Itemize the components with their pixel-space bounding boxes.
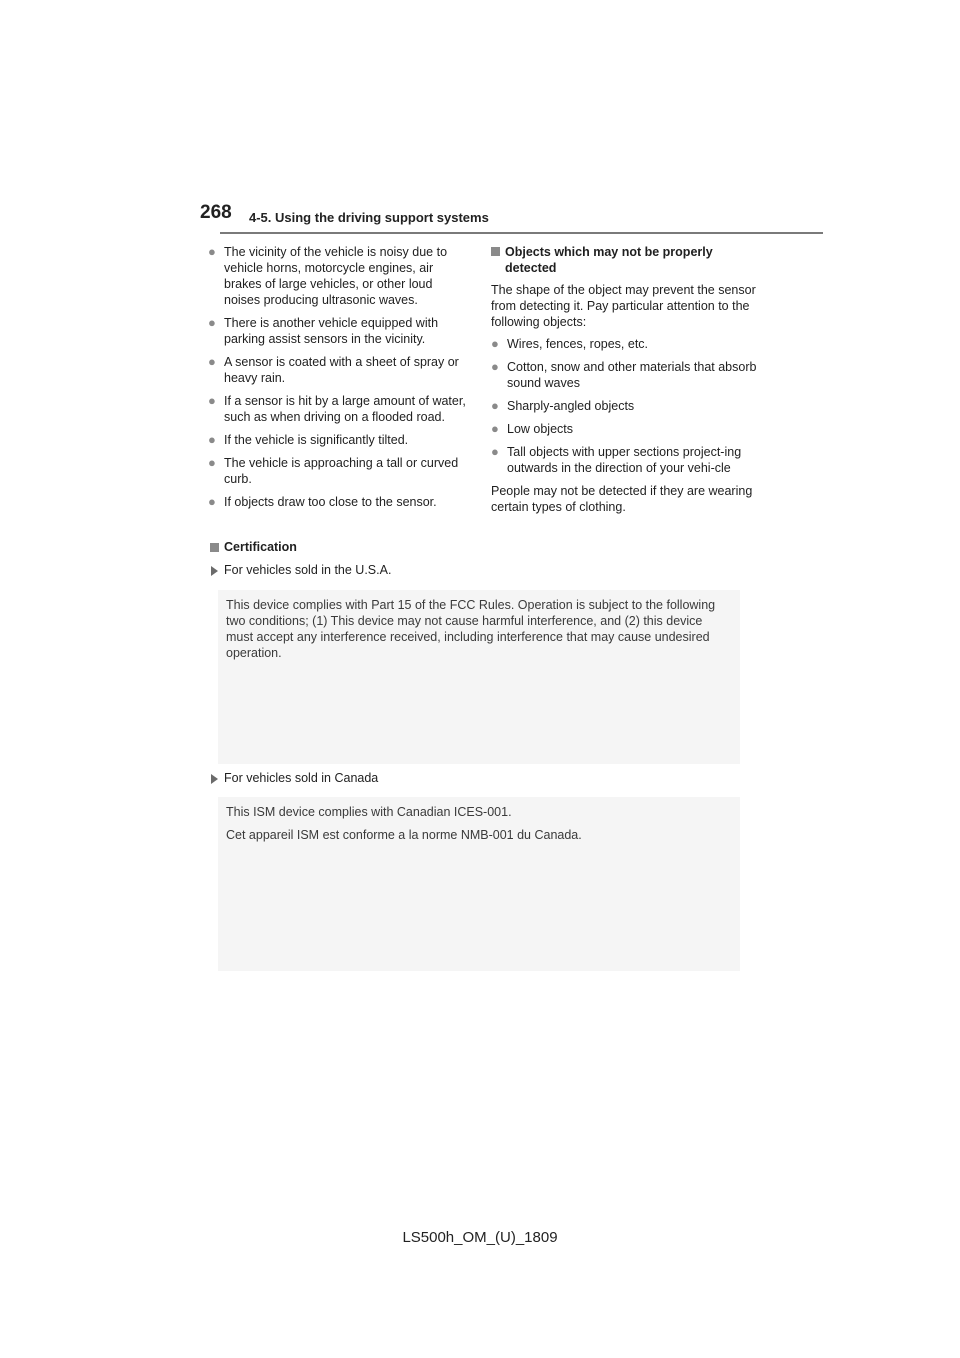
usa-label: For vehicles sold in the U.S.A. [211, 563, 391, 577]
bullet-icon: ● [491, 421, 499, 436]
list-item: ● The vehicle is approaching a tall or curved curb. [208, 455, 459, 486]
bullet-icon: ● [491, 398, 499, 413]
bullet-icon: ● [208, 393, 216, 408]
arrow-right-icon [211, 774, 218, 784]
certification-heading: Certification [210, 540, 297, 554]
ices-notice [218, 797, 740, 971]
section-title: 4-5. Using the driving support systems [249, 210, 489, 225]
right-column [491, 244, 761, 521]
objects-heading: Objects which may not be properly detected [491, 244, 761, 276]
list-item: ● If objects draw too close to the sensor. [208, 494, 437, 509]
square-bullet-icon [491, 247, 500, 256]
page-header [0, 0, 960, 240]
left-column [208, 244, 470, 517]
list-item: ● A sensor is coated with a sheet of spray or heavy rain. [208, 354, 459, 385]
list-item: ● Tall objects with upper sections project-ing outwards in the direction of your vehi-cle [491, 444, 742, 475]
page-number: 268 [200, 202, 232, 223]
list-item: ● If the vehicle is significantly tilted. [208, 432, 409, 447]
ices-english: This ISM device complies with Canadian ICES-001. [226, 805, 512, 819]
ices-french: Cet appareil ISM est conforme a la norme NMB-001 du Canada. [226, 828, 582, 842]
objects-intro: The shape of the object may prevent the sensor from detecting it. Pay particular attention to the following objects: [491, 283, 756, 329]
list-item: ● Cotton, snow and other materials that absorb sound waves [491, 359, 757, 390]
bullet-icon: ● [208, 455, 216, 470]
arrow-right-icon [211, 566, 218, 576]
list-item: ● There is another vehicle equipped with parking assist sensors in the vicinity. [208, 315, 439, 346]
bullet-icon: ● [208, 315, 216, 330]
clothing-note: People may not be detected if they are wearing certain types of clothing. [491, 484, 753, 514]
fcc-notice: This device complies with Part 15 of the FCC Rules. Operation is subject to the following two conditions; (1) This device may not cause harmful interference, and (2) this device must accept any interference received, including interference that may cause undesired operation. [218, 590, 740, 764]
list-item: ● Sharply-angled objects [491, 398, 635, 413]
canada-label: For vehicles sold in Canada [211, 771, 378, 785]
list-item: ● If a sensor is hit by a large amount of water, such as when driving on a flooded road. [208, 393, 466, 424]
square-bullet-icon [210, 543, 219, 552]
bullet-icon: ● [491, 336, 499, 351]
bullet-icon: ● [491, 444, 499, 459]
bullet-icon: ● [208, 244, 216, 259]
list-item: ● Wires, fences, ropes, etc. [491, 336, 649, 351]
bullet-icon: ● [208, 494, 216, 509]
bullet-icon: ● [491, 359, 499, 374]
header-divider [220, 232, 823, 234]
list-item: ● Low objects [491, 421, 574, 436]
document-code: LS500h_OM_(U)_1809 [402, 1229, 558, 1246]
bullet-icon: ● [208, 354, 216, 369]
list-item: ● The vicinity of the vehicle is noisy due to vehicle horns, motorcycle engines, air brakes of large vehicles, or other loud noises producing ultrasonic waves. [208, 244, 448, 307]
bullet-icon: ● [208, 432, 216, 447]
